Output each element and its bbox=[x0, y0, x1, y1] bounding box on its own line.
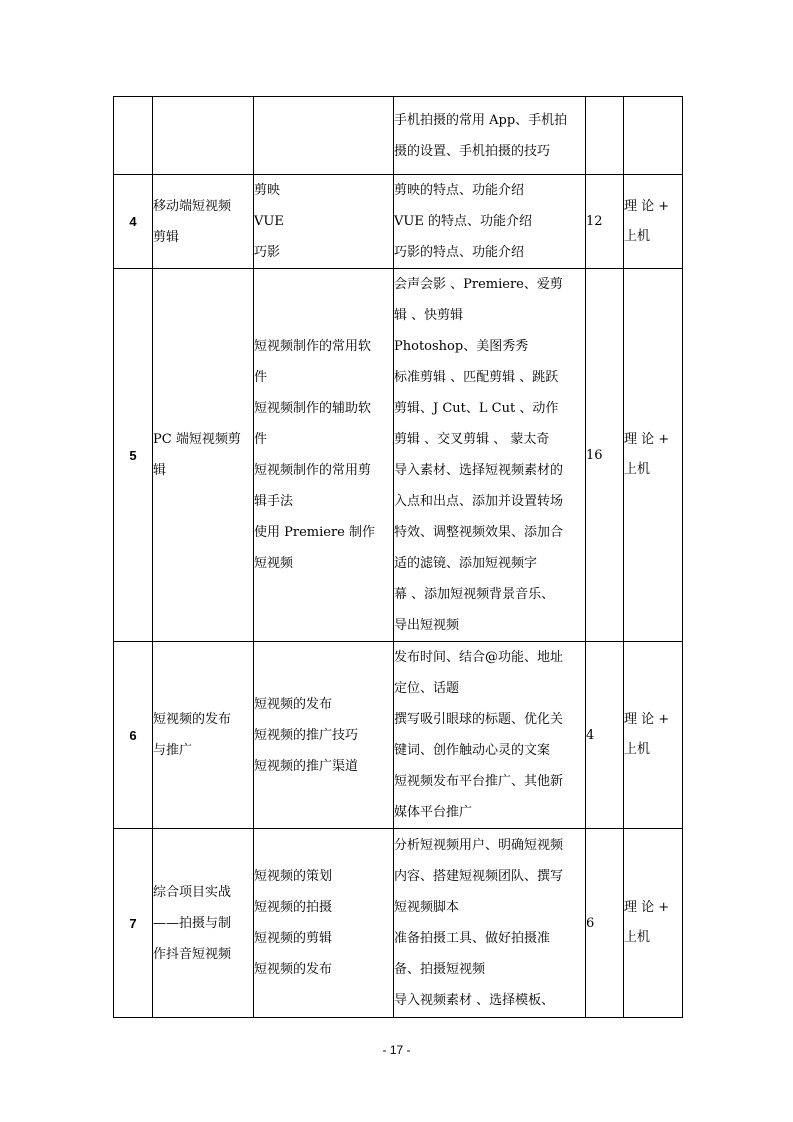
content-line: 摄的设置、手机拍摄的技巧 bbox=[394, 143, 551, 159]
content-line: 特效、调整视频效果、添加合 bbox=[394, 525, 564, 540]
content-line: 定位、话题 bbox=[394, 681, 460, 696]
module-line: 移动端短视频 bbox=[153, 198, 232, 214]
content-line: 撰写吸引眼球的标题、优化关 bbox=[394, 712, 564, 727]
mode-line: 上机 bbox=[624, 742, 651, 757]
content-line: 导出短视频 bbox=[394, 618, 460, 633]
module-line: PC 端短视频剪 bbox=[153, 432, 241, 447]
module-line: 与推广 bbox=[153, 743, 193, 758]
content-line: 入点和出点、添加并设置转场 bbox=[394, 494, 564, 509]
topic-line: 剪映 bbox=[254, 183, 281, 198]
content-line: 短视频发布平台推广、其他新 bbox=[394, 774, 564, 789]
module-name bbox=[153, 175, 254, 269]
hours-cell: 16 bbox=[586, 269, 624, 642]
topic-line: 短视频制作的常用剪 bbox=[254, 463, 372, 478]
content-line: 发布时间、结合@功能、地址 bbox=[394, 650, 564, 665]
mode-line: 理 论 + bbox=[624, 712, 670, 727]
hours-cell: 4 bbox=[586, 642, 624, 829]
row-number: 4 bbox=[114, 175, 153, 269]
topic-line: 短视频的推广渠道 bbox=[254, 758, 359, 774]
teaching-mode bbox=[624, 97, 683, 175]
topic-line: VUE bbox=[254, 214, 284, 229]
content-line: 手机拍摄的常用 App、手机拍 bbox=[394, 112, 568, 128]
module-line: 辑 bbox=[153, 463, 167, 478]
content-list bbox=[394, 175, 586, 269]
content-line: 剪映的特点、功能介绍 bbox=[394, 183, 525, 198]
content-list bbox=[394, 829, 586, 1018]
hours-cell: 6 bbox=[586, 829, 624, 1018]
teaching-mode bbox=[624, 642, 683, 829]
content-list bbox=[394, 642, 586, 829]
topic-line: 件 bbox=[254, 370, 268, 385]
topic-line: 短视频制作的常用软 bbox=[254, 339, 372, 354]
teaching-mode bbox=[624, 175, 683, 269]
content-line: 媒体平台推广 bbox=[394, 805, 473, 820]
topic-line: 使用 Premiere 制作 bbox=[254, 525, 376, 540]
topic-line: 短视频的发布 bbox=[254, 696, 333, 712]
topic-line: 短视频的策划 bbox=[254, 869, 333, 884]
topic-list bbox=[254, 829, 394, 1018]
content-line: 剪辑 、交叉剪辑 、 蒙太奇 bbox=[394, 432, 550, 447]
table-row bbox=[114, 175, 683, 269]
mode-line: 理 论 + bbox=[624, 900, 670, 915]
syllabus-table-body bbox=[114, 97, 683, 1018]
module-line: 短视频的发布 bbox=[153, 712, 232, 727]
content-line: 键词、创作触动心灵的文案 bbox=[394, 743, 551, 758]
content-line: 备、拍摄短视频 bbox=[394, 962, 486, 977]
page-number: - 17 - bbox=[382, 1043, 411, 1057]
module-name bbox=[153, 829, 254, 1018]
topic-line: 短视频的推广技巧 bbox=[254, 727, 359, 743]
topic-list bbox=[254, 97, 394, 175]
table-row bbox=[114, 642, 683, 829]
topic-list bbox=[254, 175, 394, 269]
module-name bbox=[153, 642, 254, 829]
row-number: 6 bbox=[114, 642, 153, 829]
topic-list bbox=[254, 642, 394, 829]
content-list bbox=[394, 97, 586, 175]
content-line: VUE 的特点、功能介绍 bbox=[394, 214, 532, 229]
mode-line: 理 论 + bbox=[624, 432, 670, 447]
teaching-mode bbox=[624, 269, 683, 642]
content-line: 会声会影 、Premiere、爱剪 bbox=[394, 277, 563, 292]
topic-line: 短视频的拍摄 bbox=[254, 900, 333, 915]
row-number bbox=[114, 97, 153, 175]
module-line: 剪辑 bbox=[153, 229, 180, 245]
content-line: 导入素材、选择短视频素材的 bbox=[394, 463, 564, 478]
content-line: 巧影的特点、功能介绍 bbox=[394, 245, 525, 260]
table-row bbox=[114, 269, 683, 642]
content-line: 内容、搭建短视频团队、撰写 bbox=[394, 869, 564, 884]
table-row bbox=[114, 829, 683, 1018]
mode-line: 上机 bbox=[624, 462, 651, 477]
module-line: 综合项目实战 bbox=[153, 884, 232, 900]
content-line: 适的滤镜、添加短视频字 bbox=[394, 556, 538, 571]
hours-cell bbox=[586, 97, 624, 175]
topic-line: 巧影 bbox=[254, 245, 281, 260]
row-number: 5 bbox=[114, 269, 153, 642]
hours-cell: 12 bbox=[586, 175, 624, 269]
module-name bbox=[153, 269, 254, 642]
teaching-mode bbox=[624, 829, 683, 1018]
topic-line: 短视频 bbox=[254, 556, 294, 571]
table-row bbox=[114, 97, 683, 175]
content-line: 辑 、快剪辑 bbox=[394, 308, 464, 323]
content-line: 准备拍摄工具、做好拍摄准 bbox=[394, 931, 551, 946]
row-number: 7 bbox=[114, 829, 153, 1018]
topic-list bbox=[254, 269, 394, 642]
content-line: 分析短视频用户、明确短视频 bbox=[394, 838, 564, 853]
content-line: Photoshop、美图秀秀 bbox=[394, 339, 529, 354]
content-line: 导入视频素材 、选择模板、 bbox=[394, 993, 555, 1008]
topic-line: 件 bbox=[254, 432, 268, 447]
topic-line: 短视频的发布 bbox=[254, 962, 333, 977]
module-line: 作抖音短视频 bbox=[153, 946, 232, 962]
topic-line: 短视频的剪辑 bbox=[254, 931, 333, 946]
module-name bbox=[153, 97, 254, 175]
topic-line: 辑手法 bbox=[254, 494, 294, 509]
syllabus-table bbox=[113, 96, 683, 1018]
module-line: ——拍摄与制 bbox=[153, 915, 232, 931]
mode-line: 上机 bbox=[624, 228, 651, 244]
topic-line: 短视频制作的辅助软 bbox=[254, 401, 372, 416]
content-line: 标准剪辑 、匹配剪辑 、跳跃 bbox=[394, 370, 559, 385]
mode-line: 上机 bbox=[624, 930, 651, 945]
mode-line: 理 论 + bbox=[624, 198, 670, 214]
content-line: 幕 、添加短视频背景音乐、 bbox=[394, 587, 555, 602]
content-line: 剪辑、J Cut、L Cut 、动作 bbox=[394, 401, 559, 416]
content-line: 短视频脚本 bbox=[394, 900, 460, 915]
content-list bbox=[394, 269, 586, 642]
